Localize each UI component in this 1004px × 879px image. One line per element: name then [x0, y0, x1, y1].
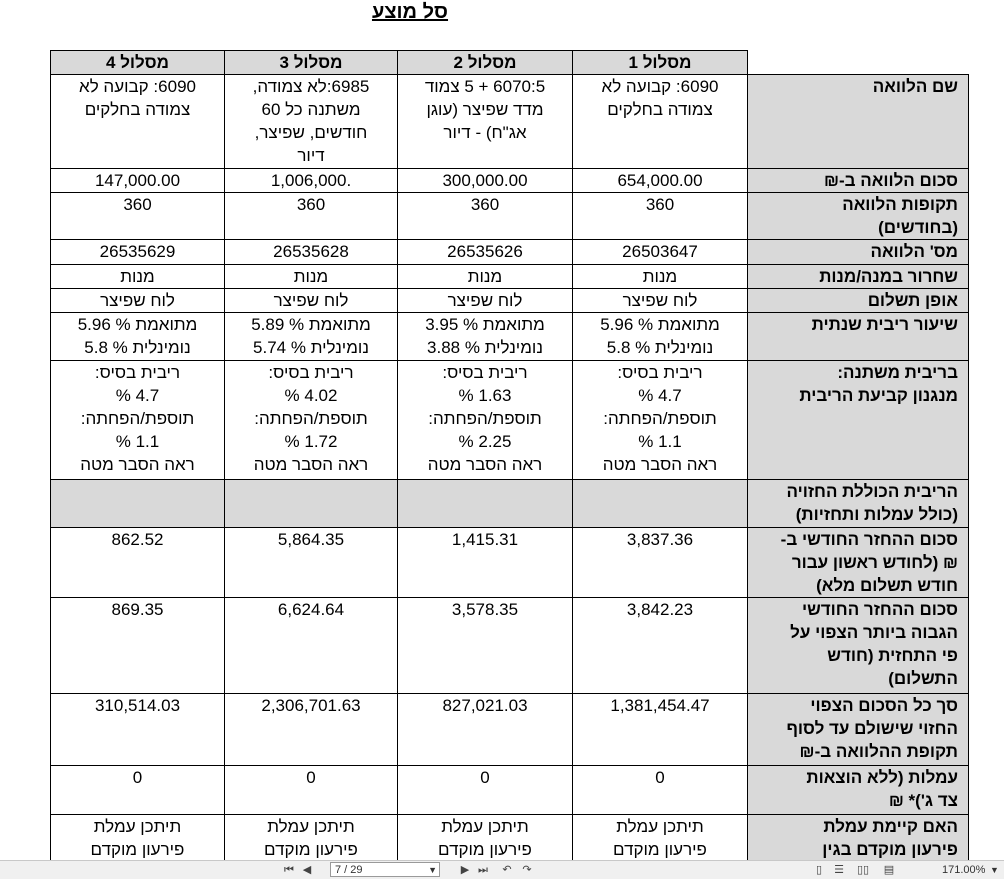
cell-line: 654,000.00	[617, 171, 703, 190]
row-label	[748, 240, 969, 265]
row-label	[748, 265, 969, 289]
value-cell	[573, 528, 748, 598]
cell-line: מדד שפיצר (עוגן	[426, 100, 544, 119]
cell-line: תיתכן עמלת	[93, 817, 182, 836]
value-cell	[398, 313, 573, 361]
row-label-line: התשלום)	[888, 669, 958, 688]
value-cell	[398, 240, 573, 265]
row-label-line: בריבית משתנה:	[837, 363, 958, 382]
table-row	[51, 240, 969, 265]
cell-line: 147,000.00	[94, 171, 181, 190]
last-page-icon[interactable]: ⏭	[478, 864, 488, 876]
value-cell	[398, 361, 573, 480]
row-label-line: שם הלוואה	[872, 77, 958, 96]
value-cell	[225, 240, 398, 265]
value-cell	[398, 75, 573, 169]
row-label	[748, 313, 969, 361]
row-label-line: תקופות הלוואה	[842, 195, 958, 214]
row-label-line: (בחודשים)	[878, 218, 958, 237]
cell-line: תוספת/הפחתה:	[254, 409, 368, 428]
row-label	[748, 75, 969, 169]
cell-line: נומינלית % 3.88	[427, 338, 543, 357]
cell-line: 6090: קבועה לא	[601, 77, 719, 96]
row-label	[748, 480, 969, 528]
row-label-line: מנגנון קביעת הריבית	[799, 386, 958, 405]
cell-line: 6,624.64	[277, 600, 345, 619]
value-cell	[398, 193, 573, 240]
row-label-line: צד ג')* ₪	[888, 791, 958, 810]
cell-line: ראה הסבר מטה	[602, 455, 718, 474]
value-cell	[573, 815, 748, 862]
cell-line: נומינלית % 5.74	[253, 338, 369, 357]
cell-line: 1.72 %	[284, 432, 338, 451]
row-label-line: עמלות (ללא הוצאות	[806, 768, 958, 787]
single-page-icon[interactable]: ▯	[815, 864, 823, 876]
row-label	[748, 193, 969, 240]
cell-line: 5,864.35	[277, 530, 345, 549]
cell-line: 862.52	[111, 530, 164, 549]
value-cell	[51, 169, 225, 193]
value-cell	[398, 169, 573, 193]
row-label-line: מס' הלוואה	[870, 242, 958, 261]
document-title: סל מוצע	[371, 1, 449, 23]
cell-line: 2.25 %	[458, 432, 512, 451]
cell-line: לוח שפיצר	[100, 291, 175, 310]
cell-line: 26535626	[447, 242, 523, 261]
cell-line: ראה הסבר מטה	[253, 455, 369, 474]
row-label-line: הריבית הכוללת החזויה	[786, 482, 958, 501]
value-cell	[573, 694, 748, 766]
cell-line: 360	[470, 195, 500, 214]
row-label-line: שיעור ריבית שנתית	[811, 315, 958, 334]
value-cell	[225, 193, 398, 240]
cell-line: צמודה בחלקים	[84, 100, 191, 119]
value-cell	[225, 480, 398, 528]
cell-line: 1,415.31	[451, 530, 519, 549]
cell-line: צמודה בחלקים	[607, 100, 713, 119]
table-row	[51, 313, 969, 361]
value-cell	[573, 313, 748, 361]
cell-line: מנות	[467, 267, 503, 286]
cell-line: לוח שפיצר	[447, 291, 523, 310]
value-cell	[51, 766, 225, 815]
value-cell	[573, 289, 748, 313]
value-cell	[51, 240, 225, 265]
zoom-dropdown-icon[interactable]: ▼	[990, 865, 999, 875]
row-label-line: חודש תשלום מלא)	[816, 576, 958, 595]
table-row	[51, 528, 969, 598]
offer-table	[50, 50, 969, 862]
cell-line: 26535628	[273, 242, 349, 261]
viewer-toolbar	[0, 860, 1004, 879]
cell-line: 0	[655, 768, 665, 787]
row-label-line: פי התחזית (חודש	[827, 646, 958, 665]
table-row	[51, 265, 969, 289]
table-row	[51, 193, 969, 240]
row-label-line: סכום הלוואה ב-₪	[823, 171, 958, 190]
value-cell	[51, 480, 225, 528]
next-page-icon[interactable]: ▶	[460, 864, 470, 876]
cell-line: 0	[480, 768, 490, 787]
row-label-line: סכום ההחזר החודשי	[801, 600, 958, 619]
header-row	[51, 51, 969, 75]
value-cell	[51, 289, 225, 313]
table-row	[51, 480, 969, 528]
value-cell	[573, 766, 748, 815]
cell-line: מנות	[293, 267, 329, 286]
value-cell	[225, 766, 398, 815]
go-forward-icon[interactable]: ↷	[522, 864, 532, 876]
cell-line: 4.02 %	[284, 386, 338, 405]
zoom-value[interactable]: 171.00%	[942, 864, 986, 876]
value-cell	[225, 313, 398, 361]
cell-line: דיור	[297, 146, 325, 165]
cell-line: נומינלית % 5.8	[606, 338, 714, 357]
page-number-value: 7 / 29	[335, 864, 363, 876]
value-cell	[51, 75, 225, 169]
cell-line: תיתכן עמלת	[616, 817, 704, 836]
value-cell	[573, 193, 748, 240]
value-cell	[225, 169, 398, 193]
value-cell	[51, 694, 225, 766]
table-row	[51, 598, 969, 694]
value-cell	[398, 528, 573, 598]
row-label	[748, 598, 969, 694]
cell-line: פירעון מוקדם	[613, 840, 707, 859]
row-label-line: סך כל הסכום הצפוי	[810, 696, 958, 715]
cell-line: מנות	[120, 267, 155, 286]
row-label-line: תקופת ההלוואה ב-₪	[799, 742, 958, 761]
cell-line: 26535629	[99, 242, 176, 261]
cell-line: 1,381,454.47	[610, 696, 710, 715]
value-cell	[573, 361, 748, 480]
cell-line: 360	[123, 195, 152, 214]
cell-line: 360	[296, 195, 326, 214]
cell-line: 1.63 %	[458, 386, 512, 405]
cell-line: 3,842.23	[626, 600, 694, 619]
row-label-line: ₪ (לחודש ראשון עבור	[791, 553, 958, 572]
page-number-input[interactable]	[330, 862, 440, 877]
cell-line: 6090: קבועה לא	[79, 77, 196, 96]
cell-line: 4.7 %	[115, 386, 160, 405]
cell-line: לוח שפיצר	[273, 291, 349, 310]
cell-line: 310,514.03	[94, 696, 181, 715]
cell-line: 3,837.36	[626, 530, 694, 549]
table-row	[51, 361, 969, 480]
cell-line: תיתכן עמלת	[267, 817, 355, 836]
value-cell	[398, 265, 573, 289]
cell-line: תוספת/הפחתה:	[80, 409, 195, 428]
cell-line: 869.35	[111, 600, 164, 619]
table-row	[51, 766, 969, 815]
row-label-line: (כולל עמלות ותחזיות)	[795, 505, 958, 524]
row-label-line: אופן תשלום	[867, 291, 958, 310]
row-label-line: החזוי שישולם עד לסוף	[786, 719, 958, 738]
cell-line: מתואמת % 5.96	[600, 315, 720, 334]
row-label-line: הגבוה ביותר הצפוי על	[790, 623, 958, 642]
cell-line: 1.1 %	[638, 432, 682, 451]
facing-icon[interactable]: ▯▯	[856, 864, 870, 876]
cell-line: תוספת/הפחתה:	[428, 409, 542, 428]
cell-line: 0	[306, 768, 316, 787]
value-cell	[398, 766, 573, 815]
value-cell	[51, 528, 225, 598]
row-label	[748, 766, 969, 815]
cell-line: ראה הסבר מטה	[427, 455, 543, 474]
cell-line: 0	[132, 768, 143, 787]
cell-line: 26503647	[622, 242, 698, 261]
cell-line: מתואמת % 3.95	[425, 315, 545, 334]
value-cell	[225, 815, 398, 862]
row-label-line: פירעון מוקדם בגין	[822, 840, 958, 859]
value-cell	[573, 480, 748, 528]
value-cell	[398, 815, 573, 862]
cell-line: .1,006,000	[270, 171, 352, 190]
value-cell	[225, 265, 398, 289]
cell-line: אג"ח) - דיור	[443, 123, 527, 142]
value-cell	[51, 361, 225, 480]
value-cell	[225, 694, 398, 766]
value-cell	[573, 265, 748, 289]
cell-line: 300,000.00	[442, 171, 528, 190]
value-cell	[225, 361, 398, 480]
continuous-icon[interactable]: ☰	[834, 864, 844, 876]
cell-line: פירעון מוקדם	[438, 840, 532, 859]
column-header: מסלול 3	[225, 51, 398, 75]
value-cell	[225, 75, 398, 169]
column-header: מסלול 1	[573, 51, 748, 75]
value-cell	[398, 480, 573, 528]
cell-line: לוח שפיצר	[622, 291, 698, 310]
table-row	[51, 289, 969, 313]
page-dropdown-icon[interactable]: ▼	[428, 865, 437, 875]
value-cell	[225, 289, 398, 313]
cell-line: פירעון מוקדם	[90, 840, 185, 859]
cell-line: 2,306,701.63	[261, 696, 361, 715]
value-cell	[398, 694, 573, 766]
value-cell	[573, 75, 748, 169]
table-row	[51, 694, 969, 766]
cell-line: 3,578.35	[451, 600, 519, 619]
value-cell	[225, 598, 398, 694]
cell-line: 1.1 %	[115, 432, 160, 451]
cell-line: חודשים, שפיצר,	[254, 123, 368, 142]
row-label-line: שחרור במנה/מנות	[819, 267, 958, 286]
cell-line: מנות	[642, 267, 678, 286]
value-cell	[225, 528, 398, 598]
cell-line: ריבית בסיס:	[94, 363, 181, 382]
table-row	[51, 169, 969, 193]
value-cell	[573, 240, 748, 265]
value-cell	[573, 169, 748, 193]
cell-line: תוספת/הפחתה:	[603, 409, 717, 428]
cell-line: נומינלית % 5.8	[84, 338, 191, 357]
cell-line: ריבית בסיס:	[442, 363, 528, 382]
column-header: מסלול 4	[51, 51, 225, 75]
row-label	[748, 694, 969, 766]
cell-line: משתנה כל 60	[261, 100, 361, 119]
cell-line: ריבית בסיס:	[617, 363, 703, 382]
book-view-icon[interactable]: ▤	[883, 864, 895, 876]
row-label	[748, 815, 969, 862]
first-page-icon[interactable]: ⏮	[284, 864, 294, 876]
value-cell	[573, 598, 748, 694]
value-cell	[398, 598, 573, 694]
prev-page-icon[interactable]: ◀	[302, 864, 312, 876]
cell-line: ריבית בסיס:	[268, 363, 354, 382]
value-cell	[398, 289, 573, 313]
table-row	[51, 815, 969, 862]
go-back-icon[interactable]: ↶	[502, 864, 512, 876]
cell-line: מתואמת % 5.89	[251, 315, 371, 334]
value-cell	[51, 313, 225, 361]
corner-cell	[748, 51, 969, 75]
cell-line: 4.7 %	[638, 386, 682, 405]
cell-line: 6070:5 + 5 צמוד	[424, 77, 546, 96]
row-label	[748, 528, 969, 598]
table-row	[51, 75, 969, 169]
value-cell	[51, 815, 225, 862]
table-body	[51, 75, 969, 862]
cell-line: 827,021.03	[442, 696, 528, 715]
row-label-line: האם קיימת עמלת	[823, 817, 958, 836]
cell-line: ראה הסבר מטה	[80, 455, 195, 474]
row-label-line: סכום ההחזר החודשי ב-	[780, 530, 958, 549]
cell-line: 6985:לא צמודה,	[252, 77, 370, 96]
cell-line: 360	[645, 195, 675, 214]
column-header: מסלול 2	[398, 51, 573, 75]
row-label	[748, 289, 969, 313]
value-cell	[51, 598, 225, 694]
cell-line: מתואמת % 5.96	[77, 315, 198, 334]
cell-line: פירעון מוקדם	[264, 840, 358, 859]
row-label	[748, 361, 969, 480]
cell-line: תיתכן עמלת	[441, 817, 529, 836]
value-cell	[51, 265, 225, 289]
row-label	[748, 169, 969, 193]
value-cell	[51, 193, 225, 240]
